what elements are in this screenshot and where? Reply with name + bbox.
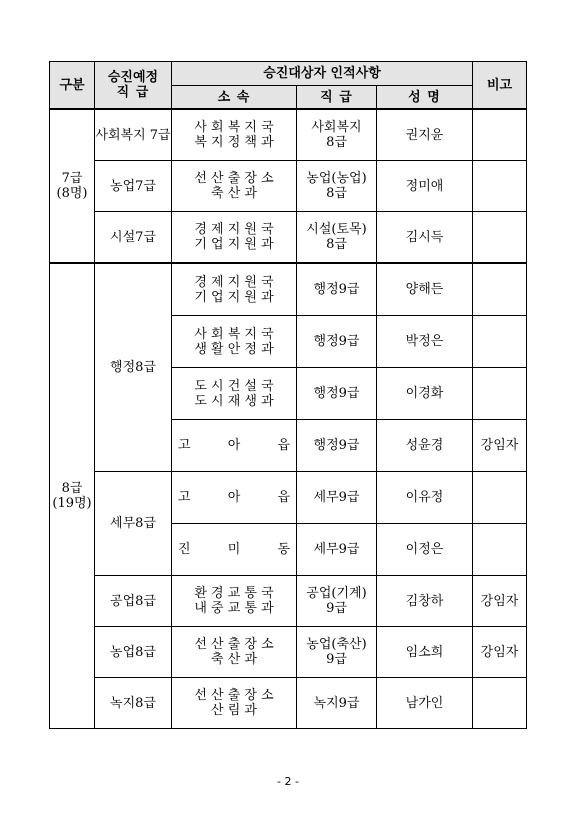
target-rank: 농업8급: [95, 627, 172, 678]
person-name: 이유정: [377, 472, 473, 524]
header-group-title: 승진대상자 인적사항: [172, 62, 473, 86]
rank-cell: 세무9급: [297, 524, 377, 576]
target-rank: 세무8급: [95, 472, 172, 576]
table-row: [50, 161, 527, 212]
table-row: [50, 472, 527, 524]
affiliation-line: 사 회 복 지 국: [194, 326, 274, 342]
affiliation-line: 축 산 과: [211, 186, 257, 201]
rank-line: 공업(기계): [306, 586, 367, 601]
remark: [473, 263, 527, 316]
promotion-table: [49, 61, 527, 729]
affiliation-cell: [172, 524, 297, 576]
rank-cell: [297, 161, 377, 212]
remark: [473, 678, 527, 729]
section-count: (19명): [52, 496, 92, 511]
remark: [473, 472, 527, 524]
affiliation-line: 복 지 정 책 과: [194, 135, 274, 150]
rank-line: 사회복지: [311, 120, 362, 135]
header-name: 성 명: [377, 86, 473, 110]
person-name: 권지윤: [377, 109, 473, 161]
affiliation-cell: [172, 368, 297, 420]
rank-cell: [297, 212, 377, 264]
header-remarks: 비고: [473, 62, 527, 110]
affiliation-cell: [172, 420, 297, 472]
affiliation-line: 선 산 출 장 소: [194, 171, 274, 186]
affiliation-cell: [172, 627, 297, 678]
rank-cell: 행정9급: [297, 420, 377, 472]
header-promotion-rank: [95, 62, 172, 110]
rank-cell: 녹지9급: [297, 678, 377, 729]
person-name: 성윤경: [377, 420, 473, 472]
affiliation-line: 고 아 읍: [178, 438, 290, 453]
affiliation-line: 고 아 읍: [178, 490, 290, 505]
rank-cell: 행정9급: [297, 368, 377, 420]
rank-line: 시설(토목): [306, 222, 367, 237]
rank-line: 9급: [326, 652, 347, 667]
rank-cell: [297, 109, 377, 161]
person-name: 박정은: [377, 316, 473, 368]
page-number: - 2 -: [277, 775, 299, 788]
rank-cell: [297, 627, 377, 678]
affiliation-line: 사 회 복 지 국: [194, 120, 274, 135]
rank-line: 9급: [326, 601, 347, 616]
remark: [473, 524, 527, 576]
section-grade: 7급: [61, 171, 83, 186]
affiliation-line: 환 경 교 통 국: [194, 586, 274, 601]
affiliation-line: 선 산 출 장 소: [194, 637, 274, 652]
remark: 강임자: [473, 420, 527, 472]
rank-line: 농업(농업): [306, 171, 367, 186]
header-promotion-rank-line2: 직 급: [116, 85, 150, 100]
affiliation-cell: [172, 472, 297, 524]
person-name: 정미애: [377, 161, 473, 212]
table-row: [50, 212, 527, 264]
affiliation-line: 생 활 안 정 과: [194, 341, 274, 357]
section-count: (8명): [56, 186, 88, 201]
section-grade-cell: [50, 263, 95, 729]
rank-cell: 행정9급: [297, 316, 377, 368]
header-promotion-rank-line1: 승진예정: [107, 70, 159, 85]
affiliation-line: 경 제 지 원 국: [194, 274, 274, 290]
remark: [473, 109, 527, 161]
header-category: 구분: [50, 62, 95, 110]
target-rank: 공업8급: [95, 576, 172, 627]
person-name: 이경화: [377, 368, 473, 420]
affiliation-cell: [172, 576, 297, 627]
affiliation-line: 기 업 지 원 과: [194, 237, 274, 252]
person-name: 이정은: [377, 524, 473, 576]
header-current-rank: 직 급: [297, 86, 377, 110]
remark: [473, 368, 527, 420]
table-row: [50, 263, 527, 316]
affiliation-line: 도 시 건 설 국: [194, 378, 274, 394]
section-grade-cell: [50, 109, 95, 263]
affiliation-line: 산 림 과: [211, 703, 257, 718]
affiliation-cell: [172, 161, 297, 212]
person-name: 김창하: [377, 576, 473, 627]
target-rank: 농업7급: [95, 161, 172, 212]
affiliation-line: 축 산 과: [211, 652, 257, 667]
affiliation-cell: [172, 263, 297, 316]
rank-line: 8급: [326, 135, 347, 150]
person-name: 양해든: [377, 263, 473, 316]
remark: 강임자: [473, 576, 527, 627]
affiliation-line: 기 업 지 원 과: [194, 289, 274, 305]
remark: [473, 212, 527, 264]
section-grade: 8급: [61, 481, 83, 496]
target-rank: 시설7급: [95, 212, 172, 264]
affiliation-line: 도 시 재 생 과: [194, 393, 274, 409]
person-name: 김시득: [377, 212, 473, 264]
rank-cell: [297, 576, 377, 627]
table-row: [50, 627, 527, 678]
remark: 강임자: [473, 627, 527, 678]
affiliation-line: 진 미 동: [178, 542, 290, 557]
table-row: [50, 109, 527, 161]
affiliation-cell: [172, 678, 297, 729]
affiliation-line: 선 산 출 장 소: [194, 688, 274, 703]
header-affiliation: 소 속: [172, 86, 297, 110]
rank-line: 8급: [326, 237, 347, 252]
rank-cell: 행정9급: [297, 263, 377, 316]
person-name: 남가인: [377, 678, 473, 729]
person-name: 임소희: [377, 627, 473, 678]
target-rank: 녹지8급: [95, 678, 172, 729]
affiliation-line: 내 중 교 통 과: [194, 601, 274, 616]
table-row: [50, 678, 527, 729]
target-rank: 사회복지 7급: [95, 109, 172, 161]
affiliation-cell: [172, 212, 297, 264]
table-row: [50, 576, 527, 627]
affiliation-cell: [172, 109, 297, 161]
rank-line: 농업(축산): [306, 637, 367, 652]
rank-cell: 세무9급: [297, 472, 377, 524]
remark: [473, 161, 527, 212]
affiliation-line: 경 제 지 원 국: [194, 222, 274, 237]
affiliation-cell: [172, 316, 297, 368]
remark: [473, 316, 527, 368]
target-rank: 행정8급: [95, 263, 172, 472]
rank-line: 8급: [326, 186, 347, 201]
